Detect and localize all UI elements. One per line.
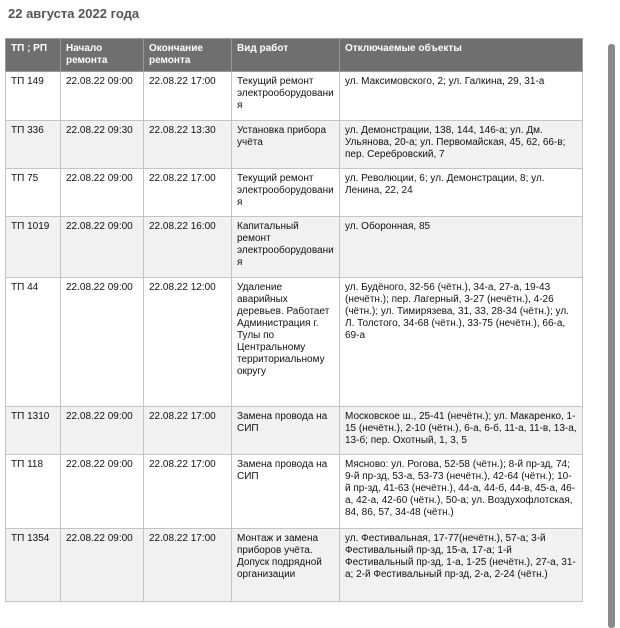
cell-start: 22.08.22 09:00 bbox=[61, 455, 144, 529]
cell-end: 22.08.22 17:00 bbox=[144, 169, 232, 217]
cell-substation: ТП 149 bbox=[6, 72, 61, 121]
cell-start: 22.08.22 09:00 bbox=[61, 72, 144, 121]
cell-work-type: Текущий ремонт электрооборудования bbox=[232, 72, 340, 121]
cell-work-type: Установка прибора учёта bbox=[232, 121, 340, 169]
table-row bbox=[6, 278, 583, 407]
cell-substation: ТП 44 bbox=[6, 278, 61, 407]
cell-substation: ТП 1354 bbox=[6, 529, 61, 602]
cell-substation: ТП 336 bbox=[6, 121, 61, 169]
cell-objects: Московское ш., 25-41 (нечётн.); ул. Макаренко, 1-15 (нечётн.), 2-10 (чётн.), 6-а, 6-б, 11-а, 11-в, 13-а, 13-б; пер. Охотный, 1, 3, 5 bbox=[340, 407, 583, 455]
cell-objects: Мясново: ул. Рогова, 52-58 (чётн.); 8-й пр-зд, 74; 9-й пр-зд, 53-а, 53-73 (нечётн.), 42-64 (чётн.); 10-й пр-зд, 41-63 (нечётн.), 44-а, 44-б, 44-в, 45-а, 46-а, 42-а, 42-60 (чётн.), 50-а; ул. Воздухофлотская, 84, 86, 57, 34-48 (чётн.) bbox=[340, 455, 583, 529]
cell-substation: ТП 1019 bbox=[6, 217, 61, 278]
table-row bbox=[6, 121, 583, 169]
cell-end: 22.08.22 16:00 bbox=[144, 217, 232, 278]
header-start: Начало ремонта bbox=[61, 39, 144, 72]
header-work-type: Вид работ bbox=[232, 39, 340, 72]
cell-work-type: Замена провода на СИП bbox=[232, 455, 340, 529]
cell-substation: ТП 1310 bbox=[6, 407, 61, 455]
page-title: 22 августа 2022 года bbox=[8, 6, 140, 21]
cell-objects: ул. Будёного, 32-56 (чётн.), 34-а, 27-а, 19-43 (нечётн.); пер. Лагерный, 3-27 (нечётн.), 4-26 (чётн.); ул. Тимирязева, 31, 33, 28-34 (чётн.); ул. Л. Толстого, 34-68 (чётн.), 33-75 (нечётн.), 66-а, 69-а bbox=[340, 278, 583, 407]
cell-end: 22.08.22 17:00 bbox=[144, 529, 232, 602]
table-row bbox=[6, 455, 583, 529]
table-header-row bbox=[6, 39, 583, 72]
cell-substation: ТП 118 bbox=[6, 455, 61, 529]
cell-start: 22.08.22 09:30 bbox=[61, 121, 144, 169]
cell-end: 22.08.22 17:00 bbox=[144, 455, 232, 529]
cell-substation: ТП 75 bbox=[6, 169, 61, 217]
header-substation: ТП ; РП bbox=[6, 39, 61, 72]
cell-end: 22.08.22 13:30 bbox=[144, 121, 232, 169]
cell-work-type: Замена провода на СИП bbox=[232, 407, 340, 455]
cell-start: 22.08.22 09:00 bbox=[61, 217, 144, 278]
cell-objects: ул. Демонстрации, 138, 144, 146-а; ул. Дм. Ульянова, 20-а; ул. Первомайская, 45, 62, 66-в; пер. Серебровский, 7 bbox=[340, 121, 583, 169]
cell-work-type: Монтаж и замена приборов учёта. Допуск подрядной организации bbox=[232, 529, 340, 602]
cell-objects: ул. Максимовского, 2; ул. Галкина, 29, 31-а bbox=[340, 72, 583, 121]
cell-objects: ул. Оборонная, 85 bbox=[340, 217, 583, 278]
vertical-scrollbar[interactable] bbox=[608, 44, 615, 628]
cell-start: 22.08.22 09:00 bbox=[61, 278, 144, 407]
table-row bbox=[6, 72, 583, 121]
cell-work-type: Удаление аварийных деревьев. Работает Администрация г. Тулы по Центральному территориальному округу bbox=[232, 278, 340, 407]
header-objects: Отключаемые объекты bbox=[340, 39, 583, 72]
cell-work-type: Текущий ремонт электрооборудования bbox=[232, 169, 340, 217]
table-row bbox=[6, 217, 583, 278]
table-row bbox=[6, 529, 583, 602]
cell-end: 22.08.22 12:00 bbox=[144, 278, 232, 407]
cell-start: 22.08.22 09:00 bbox=[61, 529, 144, 602]
cell-work-type: Капитальный ремонт электрооборудования bbox=[232, 217, 340, 278]
cell-end: 22.08.22 17:00 bbox=[144, 72, 232, 121]
table-row bbox=[6, 407, 583, 455]
cell-start: 22.08.22 09:00 bbox=[61, 169, 144, 217]
cell-end: 22.08.22 17:00 bbox=[144, 407, 232, 455]
header-end: Окончание ремонта bbox=[144, 39, 232, 72]
cell-objects: ул. Революции, 6; ул. Демонстрации, 8; ул. Ленина, 22, 24 bbox=[340, 169, 583, 217]
cell-start: 22.08.22 09:00 bbox=[61, 407, 144, 455]
table-row bbox=[6, 169, 583, 217]
cell-objects: ул. Фестивальная, 17-77(нечётн.), 57-а; 3-й Фестивальный пр-зд, 15-а, 17-а; 1-й Фестивальный пр-зд, 1-а, 1-25 (нечётн.), 27-а, 31-а; 2-й Фестивальный пр-зд, 2-а, 2-24 (чётн.) bbox=[340, 529, 583, 602]
outage-schedule-table bbox=[5, 38, 583, 602]
